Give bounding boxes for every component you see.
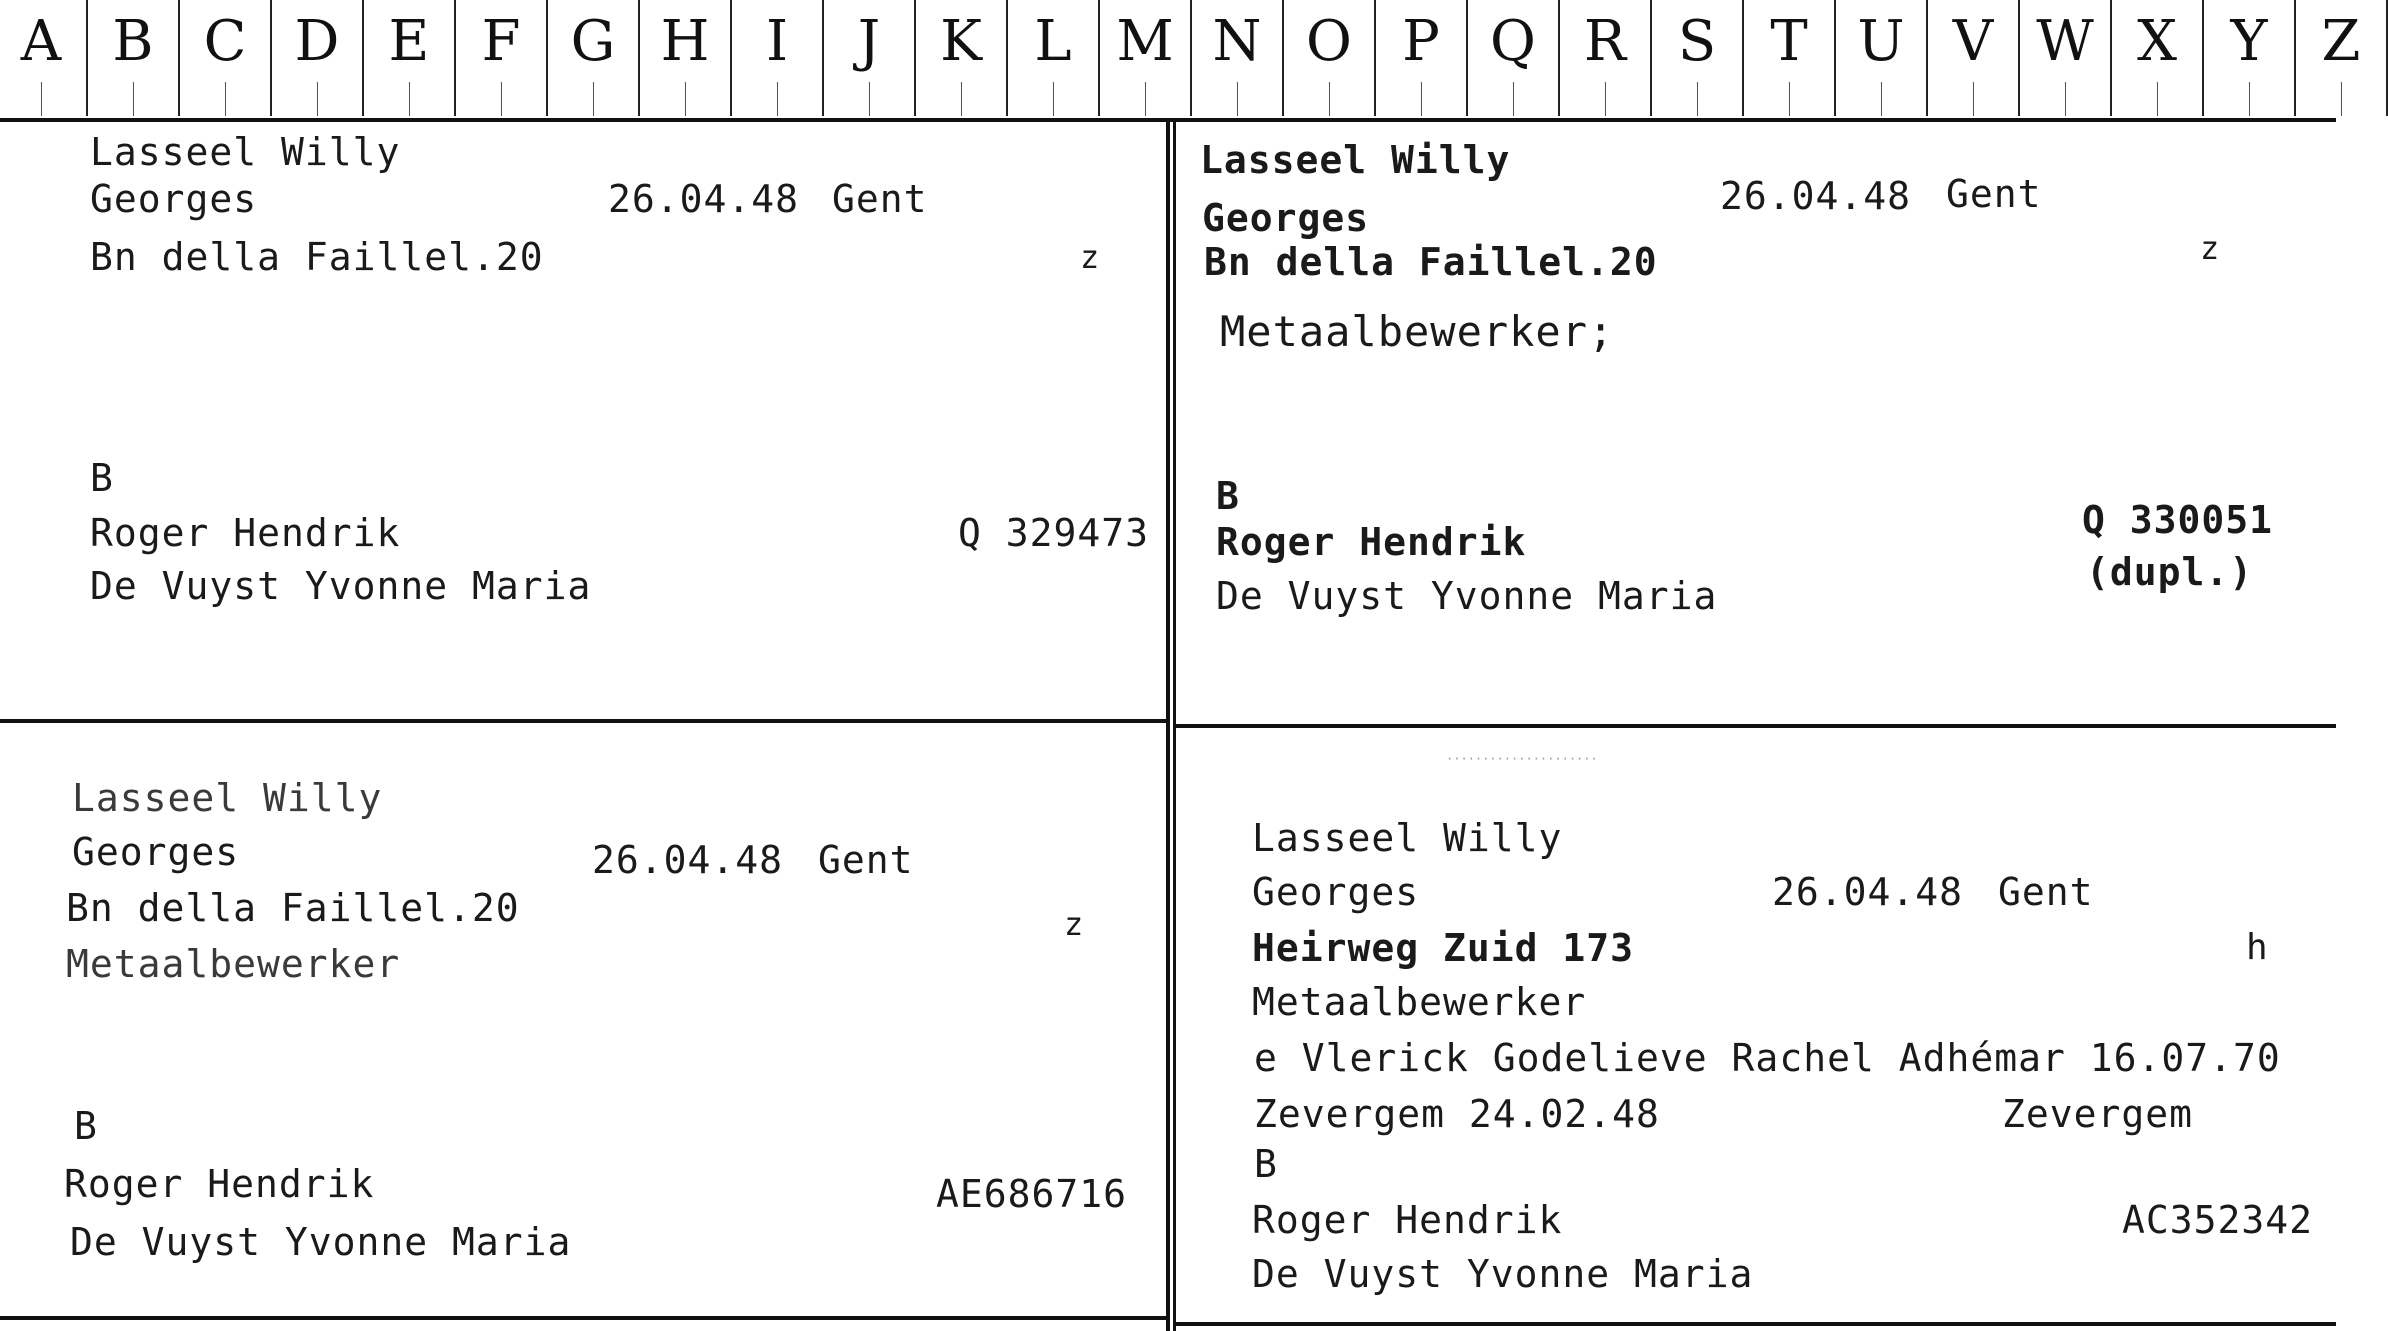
alphabet-letter-h: H (640, 0, 732, 116)
card-birth-place: Gent (1998, 870, 2094, 914)
card-address: Bn della Faillel.20 (66, 886, 520, 930)
record-card-bottom-right (1176, 722, 2336, 1322)
card-spouse-birth: Zevergem 24.02.48 (1254, 1092, 1660, 1136)
record-card-top-left (0, 122, 1170, 722)
record-card-top-right (1176, 122, 2336, 722)
alphabet-letter-p: P (1376, 0, 1468, 116)
card-divider-horizontal (1176, 1322, 2336, 1326)
card-mother: De Vuyst Yvonne Maria (1252, 1252, 1754, 1296)
card-marker: B (74, 1104, 98, 1148)
card-occupation: Metaalbewerker; (1220, 307, 1615, 356)
card-first-name: Georges (90, 177, 258, 221)
alphabet-letter-l: L (1008, 0, 1100, 116)
card-birth-place: Gent (1946, 172, 2042, 216)
ink-smudge: ····················· (1446, 752, 1598, 766)
card-id-note: (dupl.) (2086, 550, 2254, 594)
card-father: Roger Hendrik (90, 511, 401, 555)
alphabet-letter-b: B (88, 0, 180, 116)
card-address: Bn della Faillel.20 (90, 235, 544, 279)
alphabet-letter-o: O (1284, 0, 1376, 116)
card-name: Lasseel Willy (72, 776, 383, 820)
card-name: Lasseel Willy (90, 130, 401, 174)
alphabet-letter-k: K (916, 0, 1008, 116)
card-birth-date: 26.04.48 (608, 177, 800, 221)
alphabet-letter-f: F (456, 0, 548, 116)
card-occupation: Metaalbewerker (1252, 980, 1587, 1024)
alphabet-letter-a: A (0, 0, 88, 116)
card-gender: h (2246, 927, 2269, 968)
alphabet-letter-r: R (1560, 0, 1652, 116)
card-address: Heirweg Zuid 173 (1252, 926, 1635, 970)
card-id-number: Q 329473 (958, 511, 1150, 555)
card-birth-date: 26.04.48 (592, 838, 784, 882)
alphabet-letter-q: Q (1468, 0, 1560, 116)
alphabet-letter-u: U (1836, 0, 1928, 116)
card-father: Roger Hendrik (1216, 520, 1527, 564)
alphabet-letter-j: J (824, 0, 916, 116)
card-birth-date: 26.04.48 (1720, 174, 1912, 218)
card-gender: z (1064, 905, 1085, 943)
card-id-number: AE686716 (936, 1172, 1128, 1216)
alphabet-letter-n: N (1192, 0, 1284, 116)
card-id-number: AC352342 (2122, 1198, 2314, 1242)
alphabet-letter-z: Z (2296, 0, 2388, 116)
card-first-name: Georges (1252, 870, 1420, 914)
alphabet-letter-g: G (548, 0, 640, 116)
alphabet-index-ruler (0, 0, 2361, 122)
alphabet-letter-y: Y (2204, 0, 2296, 116)
card-id-number: Q 330051 (2082, 498, 2274, 542)
card-father: Roger Hendrik (64, 1162, 375, 1206)
alphabet-letter-c: C (180, 0, 272, 116)
card-name: Lasseel Willy (1252, 816, 1563, 860)
alphabet-letter-d: D (272, 0, 364, 116)
alphabet-letter-v: V (1928, 0, 2020, 116)
alphabet-letter-m: M (1100, 0, 1192, 116)
card-mother: De Vuyst Yvonne Maria (70, 1220, 572, 1264)
card-marker: B (1254, 1142, 1278, 1186)
alphabet-letter-t: T (1744, 0, 1836, 116)
alphabet-letter-w: W (2020, 0, 2112, 116)
card-first-name: Georges (72, 830, 240, 874)
record-card-bottom-left (0, 722, 1170, 1322)
alphabet-letter-i: I (732, 0, 824, 116)
alphabet-letter-s: S (1652, 0, 1744, 116)
card-marker: B (1216, 474, 1240, 518)
card-mother: De Vuyst Yvonne Maria (90, 564, 592, 608)
card-address: Bn della Faillel.20 (1204, 240, 1658, 284)
card-first-name: Georges (1202, 196, 1370, 240)
alphabet-letter-x: X (2112, 0, 2204, 116)
card-gender: z (1080, 238, 1101, 276)
alphabet-letter-e: E (364, 0, 456, 116)
card-marker: B (90, 456, 114, 500)
card-spouse: e Vlerick Godelieve Rachel Adhémar 16.07.70 (1254, 1036, 2281, 1080)
card-gender: z (2200, 229, 2221, 267)
card-father: Roger Hendrik (1252, 1198, 1563, 1242)
card-marriage-place: Zevergem (2002, 1092, 2194, 1136)
card-birth-place: Gent (818, 838, 914, 882)
card-birth-place: Gent (832, 177, 928, 221)
card-mother: De Vuyst Yvonne Maria (1216, 574, 1718, 618)
card-occupation: Metaalbewerker (66, 942, 401, 986)
card-birth-date: 26.04.48 (1772, 870, 1964, 914)
card-name: Lasseel Willy (1200, 138, 1511, 182)
